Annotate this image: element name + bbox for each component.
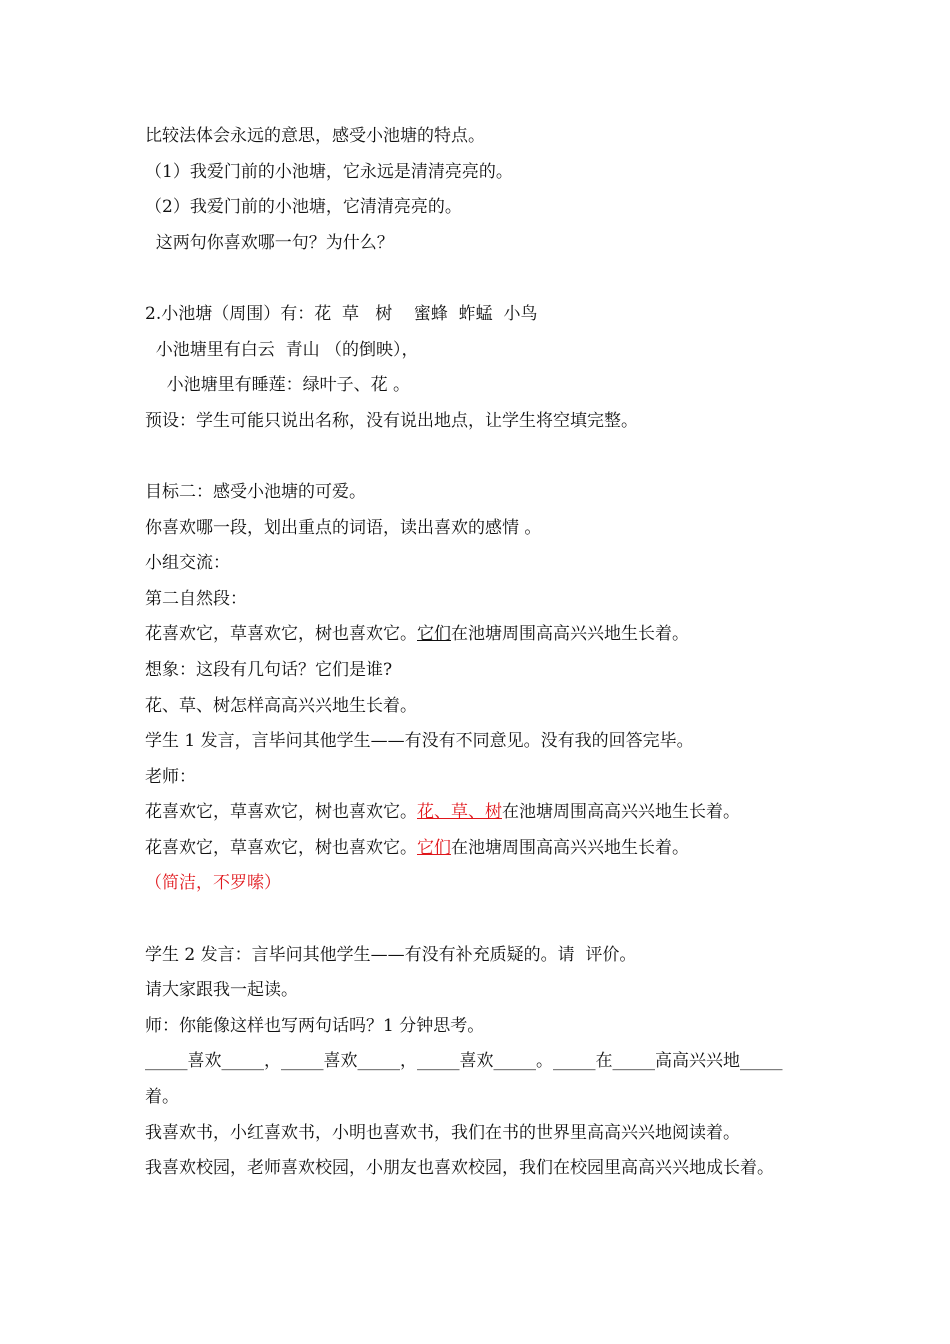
text-run: 花喜欢它，草喜欢它，树也喜欢它。: [145, 802, 417, 823]
paragraph: 小池塘里有白云 青山 （的倒映），: [145, 339, 419, 360]
blank-line: [145, 439, 815, 475]
paragraph: [145, 617, 815, 653]
highlighted-text: 它们: [417, 837, 451, 858]
paragraph: 花、草、树怎样高高兴兴地生长着。: [145, 695, 417, 716]
paragraph: [145, 831, 815, 902]
paragraph: 学生 1 发言，言毕问其他学生——有没有不同意见。没有我的回答完毕。: [145, 731, 694, 752]
paragraph: 师：你能像这样也写两句话吗？1 分钟思考。: [145, 1015, 485, 1036]
paragraph: 我喜欢书，小红喜欢书，小明也喜欢书，我们在书的世界里高高兴兴地阅读着。: [145, 1122, 740, 1143]
text-run: 在池塘周围高高兴兴地生长着。: [451, 624, 689, 645]
paragraph: （1）我爱门前的小池塘，它永远是清清亮亮的。: [145, 161, 513, 182]
annotation-text: （简洁，不罗嗦）: [145, 873, 281, 894]
paragraph: 预设：学生可能只说出名称，没有说出地点，让学生将空填完整。: [145, 410, 638, 431]
fill-in-blank-template: _____喜欢_____，_____喜欢_____，_____喜欢_____。_____在_____高高兴兴地_____着。: [145, 1051, 783, 1108]
text-run: 花喜欢它，草喜欢它，树也喜欢它。: [145, 837, 417, 858]
paragraph: 2.小池塘（周围）有：花 草 树 蜜蜂 蚱蜢 小鸟: [145, 303, 538, 324]
text-run: 花喜欢它，草喜欢它，树也喜欢它。: [145, 624, 417, 645]
paragraph: （2）我爱门前的小池塘，它清清亮亮的。: [145, 197, 462, 218]
paragraph: 这两句你喜欢哪一句？为什么？: [145, 232, 394, 253]
text-run: 在池塘周围高高兴兴地生长着。: [451, 837, 689, 858]
paragraph: 你喜欢哪一段，划出重点的词语，读出喜欢的感情 。: [145, 517, 542, 538]
blank-line: [145, 261, 815, 297]
paragraph: 比较法体会永远的意思，感受小池塘的特点。: [145, 126, 485, 146]
document-body: [145, 119, 815, 1187]
paragraph: 目标二：感受小池塘的可爱。: [145, 481, 366, 502]
paragraph: 第二自然段：: [145, 588, 247, 609]
highlighted-text: 花、草、树: [417, 802, 502, 823]
paragraph: 学生 2 发言：言毕问其他学生——有没有补充质疑的。请 评价。: [145, 944, 637, 965]
paragraph: 小池塘里有睡莲：绿叶子、花 。: [145, 375, 411, 396]
paragraph: 请大家跟我一起读。: [145, 980, 298, 1001]
text-run: 在池塘周围高高兴兴地生长着。: [502, 802, 740, 823]
underlined-text: 它们: [417, 624, 451, 645]
paragraph: 小组交流：: [145, 553, 230, 574]
paragraph: 想象：这段有几句话？它们是谁?: [145, 659, 393, 680]
paragraph: [145, 795, 815, 831]
paragraph: 我喜欢校园，老师喜欢校园，小朋友也喜欢校园，我们在校园里高高兴兴地成长着。: [145, 1158, 774, 1179]
paragraph: 老师：: [145, 766, 196, 787]
blank-line: [145, 902, 815, 938]
